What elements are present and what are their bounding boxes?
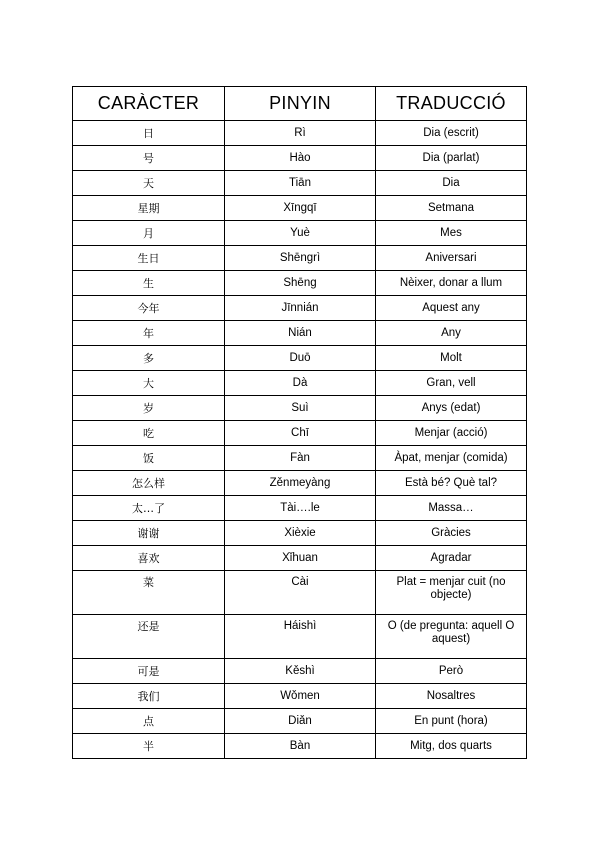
character-cell: 日 xyxy=(73,121,225,146)
translation-cell: Aniversari xyxy=(376,246,527,271)
character-cell: 怎么样 xyxy=(73,471,225,496)
pinyin-cell: Fàn xyxy=(225,446,376,471)
table-row xyxy=(73,121,527,146)
character-cell: 吃 xyxy=(73,421,225,446)
pinyin-cell: Jīnnián xyxy=(225,296,376,321)
translation-cell: Està bé? Què tal? xyxy=(376,471,527,496)
character-cell: 多 xyxy=(73,346,225,371)
table-row xyxy=(73,296,527,321)
table-row xyxy=(73,734,527,759)
table-row xyxy=(73,521,527,546)
pinyin-cell: Bàn xyxy=(225,734,376,759)
translation-cell: Aquest any xyxy=(376,296,527,321)
table-row xyxy=(73,196,527,221)
pinyin-cell: Wǒmen xyxy=(225,684,376,709)
table-row xyxy=(73,659,527,684)
character-cell: 月 xyxy=(73,221,225,246)
table-body xyxy=(73,121,527,759)
character-cell: 我们 xyxy=(73,684,225,709)
pinyin-cell: Cài xyxy=(225,571,376,615)
translation-cell: Menjar (acció) xyxy=(376,421,527,446)
translation-cell: Gran, vell xyxy=(376,371,527,396)
table-row xyxy=(73,496,527,521)
translation-cell: Mitg, dos quarts xyxy=(376,734,527,759)
header-character: CARÀCTER xyxy=(73,87,225,121)
table-row xyxy=(73,271,527,296)
translation-cell: Massa… xyxy=(376,496,527,521)
pinyin-cell: Nián xyxy=(225,321,376,346)
pinyin-cell: Háishì xyxy=(225,615,376,659)
table-row xyxy=(73,615,527,659)
table-row xyxy=(73,246,527,271)
character-cell: 菜 xyxy=(73,571,225,615)
translation-cell: Dia xyxy=(376,171,527,196)
pinyin-cell: Shēngrì xyxy=(225,246,376,271)
table-row xyxy=(73,571,527,615)
translation-cell: Nèixer, donar a llum xyxy=(376,271,527,296)
table-row xyxy=(73,421,527,446)
pinyin-cell: Kěshì xyxy=(225,659,376,684)
pinyin-cell: Tài….le xyxy=(225,496,376,521)
pinyin-cell: Duō xyxy=(225,346,376,371)
character-cell: 可是 xyxy=(73,659,225,684)
pinyin-cell: Xīngqī xyxy=(225,196,376,221)
header-translation: TRADUCCIÓ xyxy=(376,87,527,121)
pinyin-cell: Tiān xyxy=(225,171,376,196)
translation-cell: Però xyxy=(376,659,527,684)
table-row xyxy=(73,684,527,709)
translation-cell: Mes xyxy=(376,221,527,246)
character-cell: 天 xyxy=(73,171,225,196)
character-cell: 星期 xyxy=(73,196,225,221)
character-cell: 点 xyxy=(73,709,225,734)
header-row xyxy=(73,87,527,121)
table-row xyxy=(73,709,527,734)
character-cell: 今年 xyxy=(73,296,225,321)
table-row xyxy=(73,346,527,371)
character-cell: 喜欢 xyxy=(73,546,225,571)
character-cell: 年 xyxy=(73,321,225,346)
table-row xyxy=(73,171,527,196)
table-row xyxy=(73,321,527,346)
table-row xyxy=(73,146,527,171)
table-row xyxy=(73,471,527,496)
translation-cell: Agradar xyxy=(376,546,527,571)
vocabulary-table xyxy=(72,86,527,759)
character-cell: 号 xyxy=(73,146,225,171)
character-cell: 岁 xyxy=(73,396,225,421)
pinyin-cell: Chī xyxy=(225,421,376,446)
pinyin-cell: Dà xyxy=(225,371,376,396)
translation-cell: Anys (edat) xyxy=(376,396,527,421)
translation-cell: Molt xyxy=(376,346,527,371)
translation-cell: Dia (escrit) xyxy=(376,121,527,146)
character-cell: 太…了 xyxy=(73,496,225,521)
pinyin-cell: Xièxie xyxy=(225,521,376,546)
translation-cell: Àpat, menjar (comida) xyxy=(376,446,527,471)
translation-cell: Setmana xyxy=(376,196,527,221)
pinyin-cell: Shēng xyxy=(225,271,376,296)
character-cell: 生 xyxy=(73,271,225,296)
character-cell: 大 xyxy=(73,371,225,396)
translation-cell: Plat = menjar cuit (no objecte) xyxy=(376,571,527,615)
character-cell: 生日 xyxy=(73,246,225,271)
translation-cell: Dia (parlat) xyxy=(376,146,527,171)
header-pinyin: PINYIN xyxy=(225,87,376,121)
translation-cell: O (de pregunta: aquell O aquest) xyxy=(376,615,527,659)
table-row xyxy=(73,446,527,471)
pinyin-cell: Diǎn xyxy=(225,709,376,734)
table-row xyxy=(73,371,527,396)
table-row xyxy=(73,546,527,571)
translation-cell: Any xyxy=(376,321,527,346)
pinyin-cell: Rì xyxy=(225,121,376,146)
table-row xyxy=(73,221,527,246)
table-row xyxy=(73,396,527,421)
pinyin-cell: Yuè xyxy=(225,221,376,246)
translation-cell: En punt (hora) xyxy=(376,709,527,734)
translation-cell: Gràcies xyxy=(376,521,527,546)
character-cell: 半 xyxy=(73,734,225,759)
pinyin-cell: Hào xyxy=(225,146,376,171)
character-cell: 饭 xyxy=(73,446,225,471)
pinyin-cell: Xǐhuan xyxy=(225,546,376,571)
pinyin-cell: Zěnmeyàng xyxy=(225,471,376,496)
character-cell: 还是 xyxy=(73,615,225,659)
translation-cell: Nosaltres xyxy=(376,684,527,709)
character-cell: 谢谢 xyxy=(73,521,225,546)
pinyin-cell: Suì xyxy=(225,396,376,421)
